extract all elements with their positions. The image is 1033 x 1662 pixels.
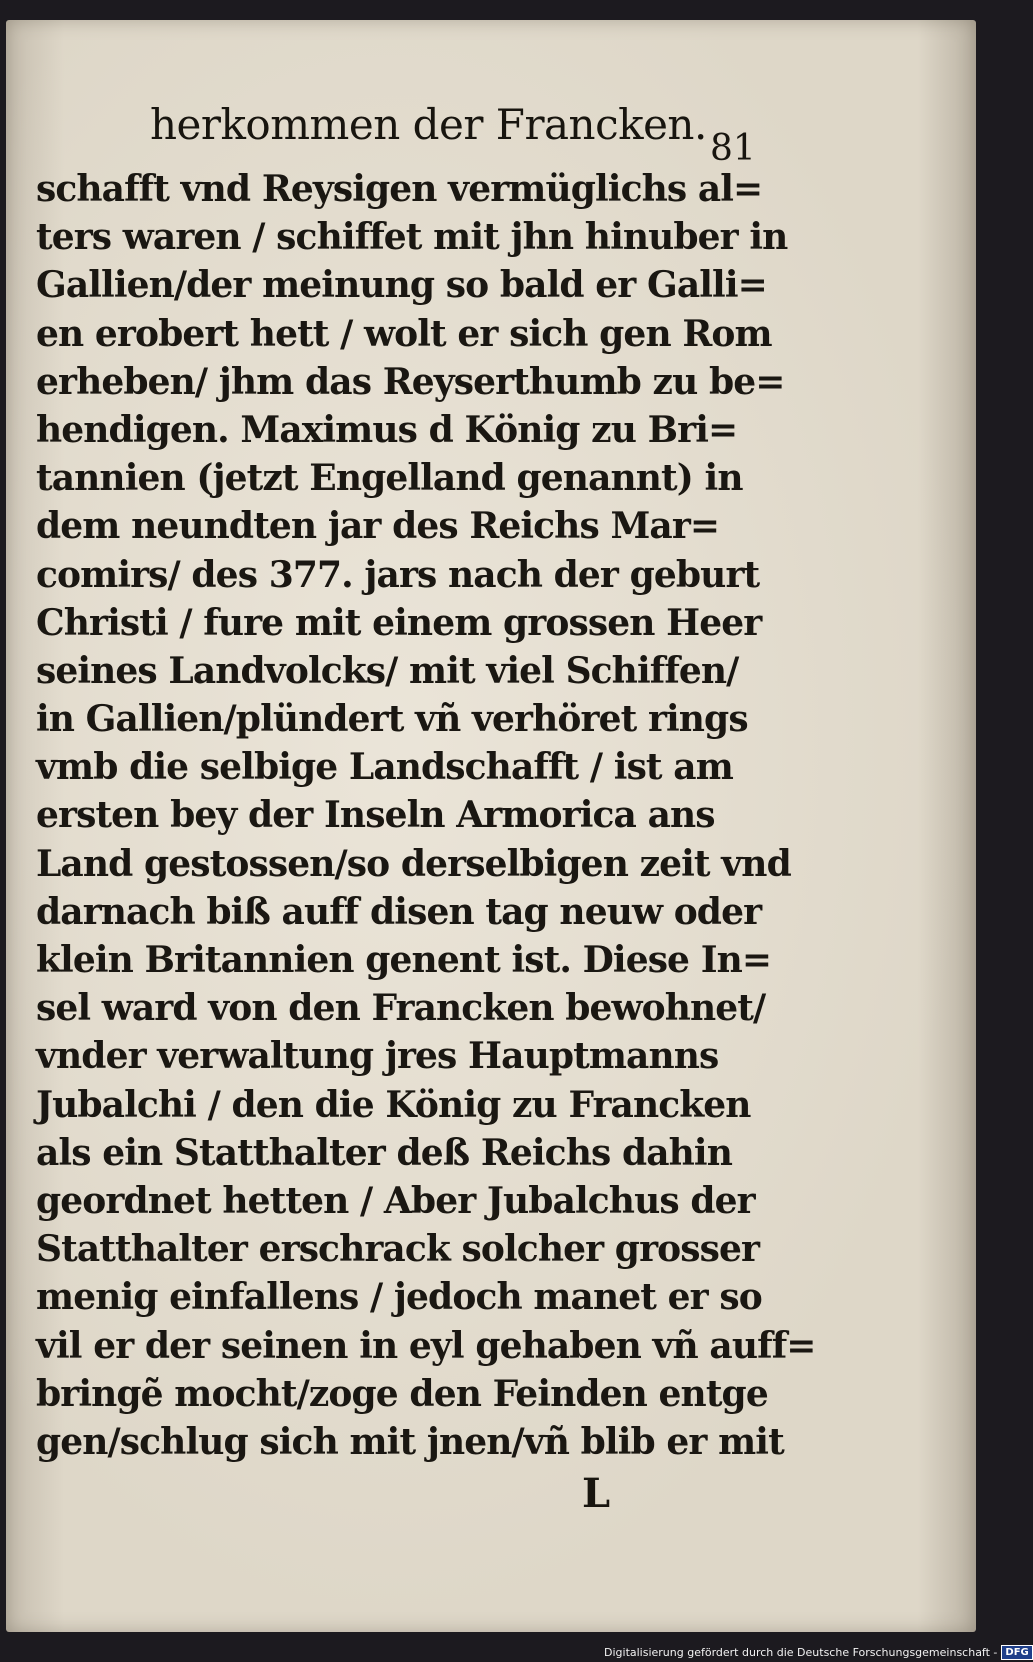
text-line: dem neundten jar des Reichs Mar= xyxy=(36,505,720,548)
text-line: in Gallien/plündert vñ verhöret rings xyxy=(36,698,748,741)
text-line: hendigen. Maximus d König zu Bri= xyxy=(36,408,738,451)
credit-text: Digitalisierung gefördert durch die Deutsche Forschungsgemeinschaft - xyxy=(604,1646,998,1659)
text-line: Christi / fure mit einem grossen Heer xyxy=(36,601,762,644)
text-line: sel ward von den Francken bewohnet/ xyxy=(36,987,766,1030)
text-line: tannien (jetzt Engelland genannt) in xyxy=(36,457,743,500)
text-line: als ein Statthalter deß Reichs dahin xyxy=(36,1131,732,1174)
text-line: gen/schlug sich mit jnen/vñ blib er mit xyxy=(36,1420,784,1463)
text-line: geordnet hetten / Aber Jubalchus der xyxy=(36,1179,755,1222)
text-line: comirs/ des 377. jars nach der geburt xyxy=(36,553,760,596)
text-line: Statthalter erschrack solcher grosser xyxy=(36,1228,760,1271)
signature-mark: L xyxy=(582,1470,611,1517)
text-line: darnach biß auff disen tag neuw oder xyxy=(36,890,762,933)
text-line: menig einfallens / jedoch manet er so xyxy=(36,1276,762,1319)
text-line: schafft vnd Reysigen vermüglichs al= xyxy=(36,168,763,210)
text-line: seines Landvolcks/ mit viel Schiffen/ xyxy=(36,649,739,692)
text-line: erheben/ jhm das Reyserthumb zu be= xyxy=(36,360,785,403)
page-number: 81 xyxy=(710,128,756,169)
running-head: herkommen der Francken. xyxy=(150,100,707,149)
text-line: ersten bey der Inseln Armorica ans xyxy=(36,794,715,837)
text-line: bringẽ mocht/zoge den Feinden entge xyxy=(36,1372,768,1415)
text-line: vnder verwaltung jres Hauptmanns xyxy=(36,1035,719,1078)
text-line: Land gestossen/so derselbigen zeit vnd xyxy=(36,842,791,885)
text-line: Jubalchi / den die König zu Francken xyxy=(36,1083,751,1126)
text-line: Gallien/der meinung so bald er Galli= xyxy=(36,264,767,307)
digitization-credit xyxy=(604,1643,1033,1662)
text-line: vmb die selbige Landschafft / ist am xyxy=(36,746,733,789)
text-line: vil er der seinen in eyl gehaben vñ auff= xyxy=(36,1324,816,1367)
dfg-logo-icon: DFG xyxy=(1001,1645,1032,1660)
text-line: klein Britannien genent ist. Diese In= xyxy=(36,939,772,981)
text-block xyxy=(36,165,816,1466)
text-line: en erobert hett / wolt er sich gen Rom xyxy=(36,312,772,355)
text-line: ters waren / schiffet mit jhn hinuber in xyxy=(36,216,788,259)
